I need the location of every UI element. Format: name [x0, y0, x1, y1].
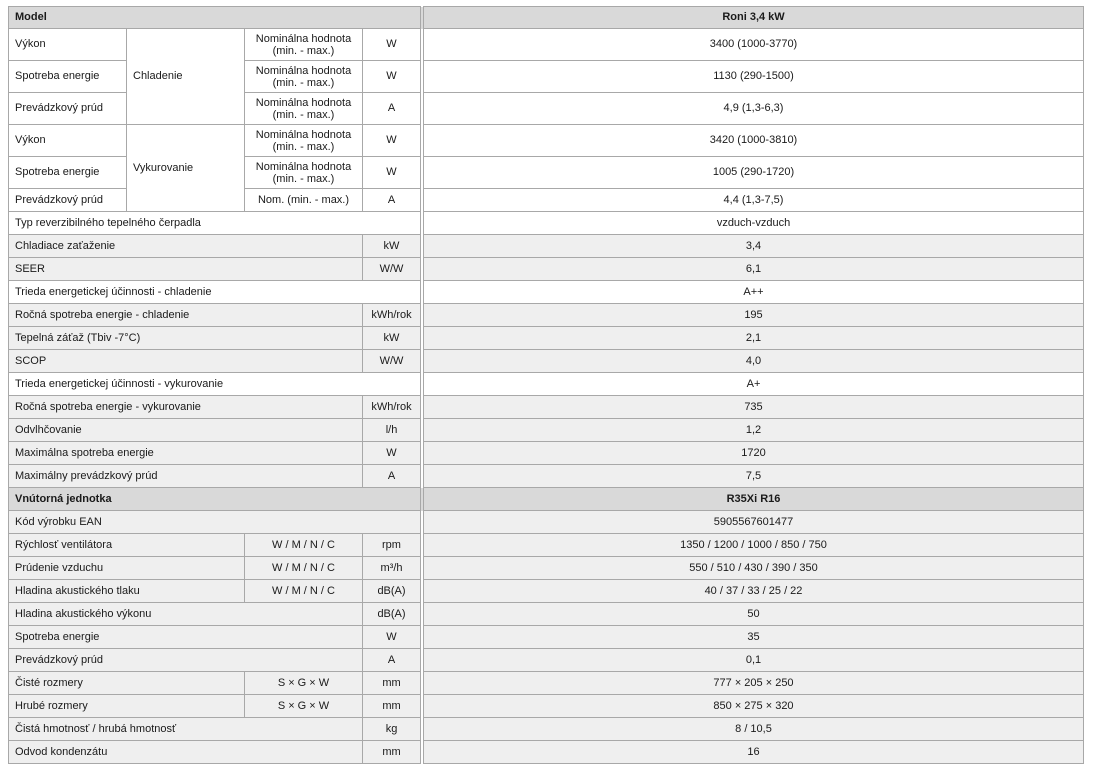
- row-unit: dB(A): [363, 580, 421, 603]
- table-row: [9, 327, 1084, 350]
- group-label-heating: Vykurovanie: [127, 125, 245, 212]
- row-unit: m³/h: [363, 557, 421, 580]
- row-condition: Nominálna hodnota (min. - max.): [245, 157, 363, 189]
- row-value: A++: [424, 281, 1084, 304]
- row-condition: W / M / N / C: [245, 580, 363, 603]
- row-value: 7,5: [424, 465, 1084, 488]
- row-unit: mm: [363, 741, 421, 764]
- row-label: Hladina akustického výkonu: [9, 603, 363, 626]
- row-label: Spotreba energie: [9, 61, 127, 93]
- row-unit: kW: [363, 235, 421, 258]
- row-condition: Nom. (min. - max.): [245, 189, 363, 212]
- row-label: Hladina akustického tlaku: [9, 580, 245, 603]
- row-unit: A: [363, 649, 421, 672]
- row-label: Typ reverzibilného tepelného čerpadla: [9, 212, 421, 235]
- row-label: SCOP: [9, 350, 363, 373]
- row-label: Odvod kondenzátu: [9, 741, 363, 764]
- row-value: 1,2: [424, 419, 1084, 442]
- row-label: Rýchlosť ventilátora: [9, 534, 245, 557]
- table-row: [9, 212, 1084, 235]
- row-value: 5905567601477: [424, 511, 1084, 534]
- row-label: Odvlhčovanie: [9, 419, 363, 442]
- indoor-header-label: Vnútorná jednotka: [9, 488, 421, 511]
- spec-table-container: [8, 6, 1084, 764]
- row-label: Čisté rozmery: [9, 672, 245, 695]
- row-unit: rpm: [363, 534, 421, 557]
- row-unit: kWh/rok: [363, 304, 421, 327]
- row-label: Maximálna spotreba energie: [9, 442, 363, 465]
- row-value: 4,0: [424, 350, 1084, 373]
- table-row: [9, 534, 1084, 557]
- row-value: 3400 (1000-3770): [424, 29, 1084, 61]
- row-unit: kW: [363, 327, 421, 350]
- row-value: 4,9 (1,3-6,3): [424, 93, 1084, 125]
- row-unit: A: [363, 465, 421, 488]
- row-condition: Nominálna hodnota (min. - max.): [245, 61, 363, 93]
- group-label-cooling: Chladenie: [127, 29, 245, 125]
- row-label: Prevádzkový prúd: [9, 649, 363, 672]
- row-condition: S × G × W: [245, 672, 363, 695]
- row-value: 1130 (290-1500): [424, 61, 1084, 93]
- row-label: Ročná spotreba energie - chladenie: [9, 304, 363, 327]
- row-value: 4,4 (1,3-7,5): [424, 189, 1084, 212]
- row-label: Prevádzkový prúd: [9, 189, 127, 212]
- row-value: 777 × 205 × 250: [424, 672, 1084, 695]
- table-row: [9, 649, 1084, 672]
- table-row: [9, 741, 1084, 764]
- row-condition: Nominálna hodnota (min. - max.): [245, 125, 363, 157]
- row-value: 195: [424, 304, 1084, 327]
- model-header-value: Roni 3,4 kW: [424, 7, 1084, 29]
- row-unit: W: [363, 157, 421, 189]
- row-value: 735: [424, 396, 1084, 419]
- model-header-label: Model: [9, 7, 421, 29]
- row-unit: W: [363, 125, 421, 157]
- table-row: [9, 281, 1084, 304]
- row-value: 6,1: [424, 258, 1084, 281]
- table-row: [9, 442, 1084, 465]
- indoor-header-value: R35Xi R16: [424, 488, 1084, 511]
- row-value: A+: [424, 373, 1084, 396]
- row-value: 1720: [424, 442, 1084, 465]
- row-label: Ročná spotreba energie - vykurovanie: [9, 396, 363, 419]
- row-value: vzduch-vzduch: [424, 212, 1084, 235]
- table-row: [9, 235, 1084, 258]
- row-label: Spotreba energie: [9, 626, 363, 649]
- table-row: [9, 304, 1084, 327]
- row-value: 40 / 37 / 33 / 25 / 22: [424, 580, 1084, 603]
- row-value: 1350 / 1200 / 1000 / 850 / 750: [424, 534, 1084, 557]
- row-unit: W/W: [363, 350, 421, 373]
- indoor-header-row: [9, 488, 1084, 511]
- row-label: Spotreba energie: [9, 157, 127, 189]
- row-unit: W: [363, 29, 421, 61]
- table-row: [9, 603, 1084, 626]
- row-condition: W / M / N / C: [245, 534, 363, 557]
- row-label: Kód výrobku EAN: [9, 511, 421, 534]
- row-label: Výkon: [9, 29, 127, 61]
- table-row: [9, 396, 1084, 419]
- model-header-row: [9, 7, 1084, 29]
- table-row: [9, 465, 1084, 488]
- row-unit: l/h: [363, 419, 421, 442]
- row-label: Prevádzkový prúd: [9, 93, 127, 125]
- row-value: 3,4: [424, 235, 1084, 258]
- row-label: Čistá hmotnosť / hrubá hmotnosť: [9, 718, 363, 741]
- table-row: [9, 125, 1084, 157]
- table-row: [9, 29, 1084, 61]
- row-label: Hrubé rozmery: [9, 695, 245, 718]
- row-condition: Nominálna hodnota (min. - max.): [245, 29, 363, 61]
- table-row: [9, 695, 1084, 718]
- row-value: 1005 (290-1720): [424, 157, 1084, 189]
- row-label: Chladiace zaťaženie: [9, 235, 363, 258]
- row-value: 850 × 275 × 320: [424, 695, 1084, 718]
- table-row: [9, 350, 1084, 373]
- table-row: [9, 672, 1084, 695]
- table-row: [9, 419, 1084, 442]
- row-label: Prúdenie vzduchu: [9, 557, 245, 580]
- row-value: 35: [424, 626, 1084, 649]
- table-row: [9, 718, 1084, 741]
- row-unit: W: [363, 61, 421, 93]
- spec-table: [8, 6, 1084, 764]
- row-value: 2,1: [424, 327, 1084, 350]
- row-label: Tepelná záťaž (Tbiv -7°C): [9, 327, 363, 350]
- row-value: 550 / 510 / 430 / 390 / 350: [424, 557, 1084, 580]
- row-value: 8 / 10,5: [424, 718, 1084, 741]
- row-value: 50: [424, 603, 1084, 626]
- row-unit: A: [363, 93, 421, 125]
- table-row: [9, 557, 1084, 580]
- row-unit: dB(A): [363, 603, 421, 626]
- row-label: SEER: [9, 258, 363, 281]
- row-unit: W: [363, 442, 421, 465]
- row-label: Výkon: [9, 125, 127, 157]
- row-unit: mm: [363, 672, 421, 695]
- row-condition: S × G × W: [245, 695, 363, 718]
- table-row: [9, 373, 1084, 396]
- row-value: 0,1: [424, 649, 1084, 672]
- table-row: [9, 580, 1084, 603]
- row-unit: W: [363, 626, 421, 649]
- row-label: Maximálny prevádzkový prúd: [9, 465, 363, 488]
- row-label: Trieda energetickej účinnosti - chladenie: [9, 281, 421, 304]
- row-value: 3420 (1000-3810): [424, 125, 1084, 157]
- row-unit: W/W: [363, 258, 421, 281]
- table-row: [9, 511, 1084, 534]
- row-value: 16: [424, 741, 1084, 764]
- table-row: [9, 258, 1084, 281]
- row-unit: mm: [363, 695, 421, 718]
- table-row: [9, 626, 1084, 649]
- row-condition: W / M / N / C: [245, 557, 363, 580]
- row-condition: Nominálna hodnota (min. - max.): [245, 93, 363, 125]
- row-unit: kg: [363, 718, 421, 741]
- row-unit: A: [363, 189, 421, 212]
- row-label: Trieda energetickej účinnosti - vykurovanie: [9, 373, 421, 396]
- row-unit: kWh/rok: [363, 396, 421, 419]
